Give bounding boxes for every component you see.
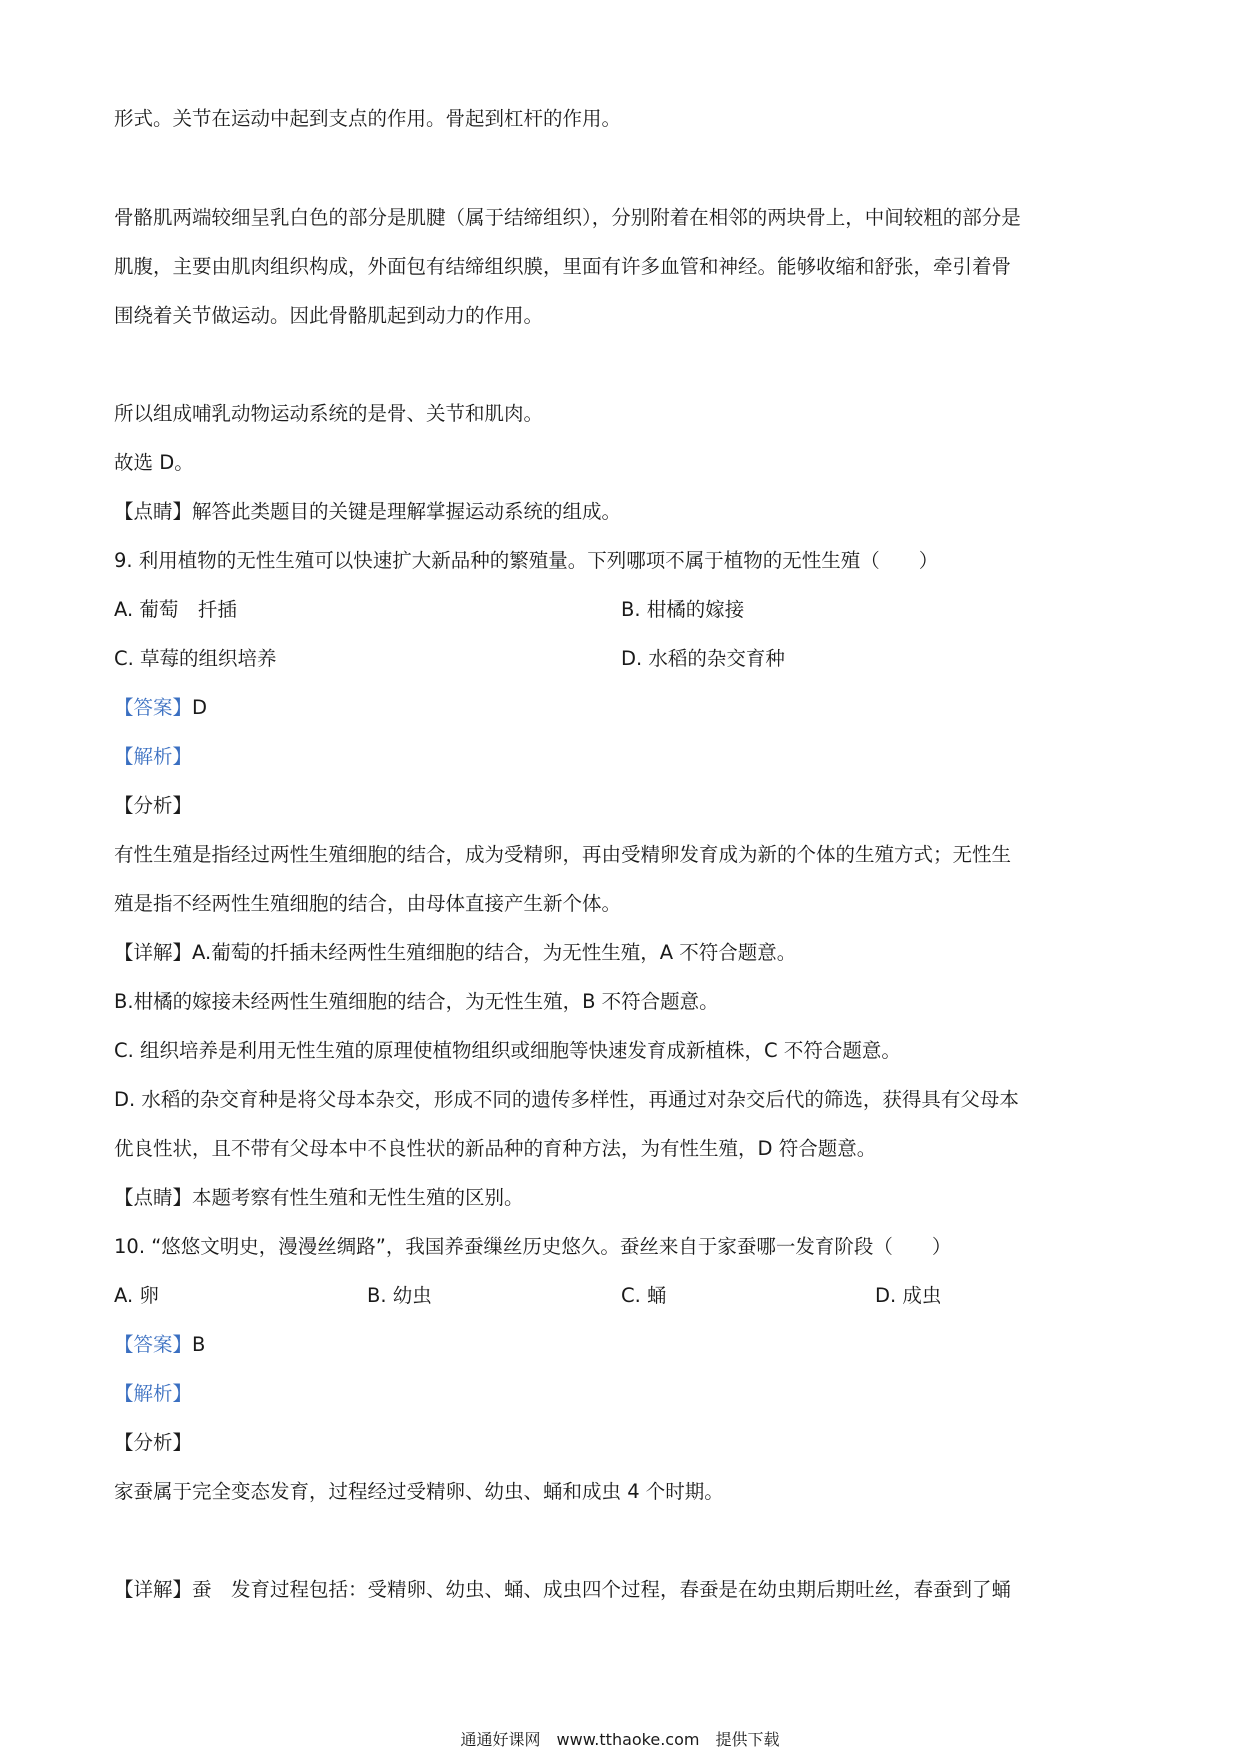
- detail-line: C. 组织培养是利用无性生殖的原理使植物组织或细胞等快速发育成新植株，C 不符合题意。: [114, 1039, 901, 1062]
- dianjing-note: 【点睛】本题考察有性生殖和无性生殖的区别。: [114, 1186, 524, 1209]
- paragraph-line: 围绕着关节做运动。因此骨骼肌起到动力的作用。: [114, 304, 544, 327]
- paragraph-line: 有性生殖是指经过两性生殖细胞的结合，成为受精卵，再由受精卵发育成为新的个体的生殖方式；无性生: [114, 843, 1012, 866]
- answer-label: 【答案】: [114, 1333, 193, 1356]
- detail-line: 【详解】蚕 发育过程包括：受精卵、幼虫、蛹、成虫四个过程，春蚕是在幼虫期后期吐丝，春蚕到了蛹: [114, 1578, 1012, 1601]
- detail-line: 【详解】A.葡萄的扦插未经两性生殖细胞的结合，为无性生殖，A 不符合题意。: [114, 941, 797, 964]
- q10-option-a: A. 卵: [114, 1284, 159, 1307]
- q9-analysis-label: 【解析】: [114, 745, 193, 768]
- q9-option-d: D. 水稻的杂交育种: [621, 647, 785, 670]
- answer-label: 【答案】: [114, 696, 193, 719]
- detail-line: 优良性状，且不带有父母本中不良性状的新品种的育种方法，为有性生殖，D 符合题意。: [114, 1137, 877, 1160]
- q9-option-c: C. 草莓的组织培养: [114, 647, 277, 670]
- q10-fenxi-label: 【分析】: [114, 1431, 193, 1454]
- paragraph-line: 形式。关节在运动中起到支点的作用。骨起到杠杆的作用。: [114, 107, 622, 130]
- footer-source: 通通好课网 www.tthaoke.com 提供下载: [460, 1730, 780, 1749]
- q9-option-b: B. 柑橘的嫁接: [621, 598, 745, 621]
- answer-value: B: [192, 1333, 206, 1356]
- q10-option-b: B. 幼虫: [367, 1284, 432, 1307]
- dianjing-note: 【点睛】解答此类题目的关键是理解掌握运动系统的组成。: [114, 500, 622, 523]
- question-9-stem: 9. 利用植物的无性生殖可以快速扩大新品种的繁殖量。下列哪项不属于植物的无性生殖（ ）: [114, 549, 939, 572]
- paragraph-line: 骨骼肌两端较细呈乳白色的部分是肌腱（属于结缔组织），分别附着在相邻的两块骨上，中间较粗的部分是: [114, 206, 1021, 229]
- paragraph-line: 殖是指不经两性生殖细胞的结合，由母体直接产生新个体。: [114, 892, 622, 915]
- paragraph-line: 家蚕属于完全变态发育，过程经过受精卵、幼虫、蛹和成虫 4 个时期。: [114, 1480, 724, 1503]
- q10-answer: [114, 1332, 205, 1358]
- question-10-stem: 10. “悠悠文明史，漫漫丝绸路”，我国养蚕缫丝历史悠久。蚕丝来自于家蚕哪一发育阶段（ ）: [114, 1235, 952, 1258]
- paragraph-line: 所以组成哺乳动物运动系统的是骨、关节和肌肉。: [114, 402, 544, 425]
- q10-option-d: D. 成虫: [875, 1284, 942, 1307]
- q10-analysis-label: 【解析】: [114, 1382, 193, 1405]
- q9-fenxi-label: 【分析】: [114, 794, 193, 817]
- detail-line: D. 水稻的杂交育种是将父母本杂交，形成不同的遗传多样性，再通过对杂交后代的筛选，获得具有父母本: [114, 1088, 1019, 1111]
- paragraph-line: 肌腹，主要由肌肉组织构成，外面包有结缔组织膜，里面有许多血管和神经。能够收缩和舒张，牵引着骨: [114, 255, 1012, 278]
- answer-value: D: [192, 696, 208, 719]
- conclusion-line: 故选 D。: [114, 451, 194, 474]
- q9-answer: [114, 695, 207, 721]
- detail-line: B.柑橘的嫁接未经两性生殖细胞的结合，为无性生殖，B 不符合题意。: [114, 990, 719, 1013]
- q9-option-a: A. 葡萄 扦插: [114, 598, 237, 621]
- q10-option-c: C. 蛹: [621, 1284, 667, 1307]
